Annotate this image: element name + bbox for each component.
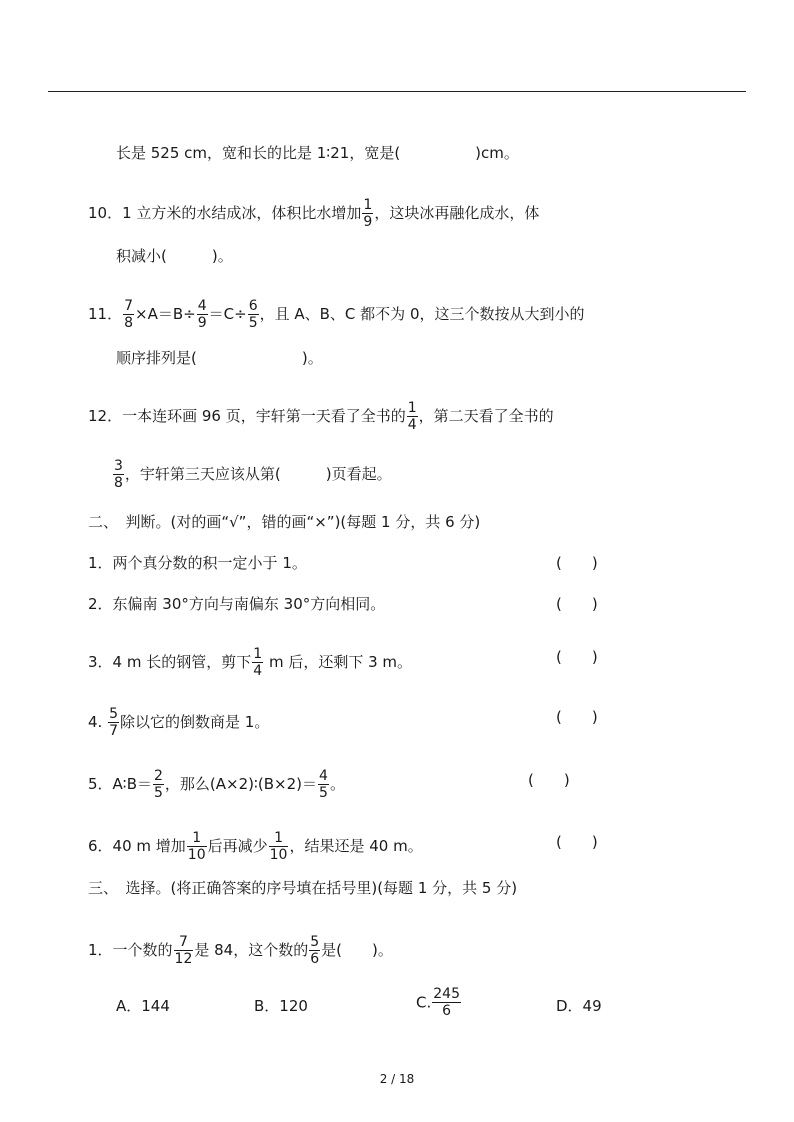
question-11-line-1: 11． $\frac{7}{8}$ ×A＝B÷ $\frac{4}{9}$ ＝C÷ $\frac{6}{5}$ ，且 A、B、C 都不为 0，这三个数按从大到小的 — [88, 298, 585, 331]
fraction-1-10: $\frac{1}{10}$ — [269, 830, 288, 863]
question-12-line-1: 12．一本连环画 96 页，宇轩第一天看了全书的 $\frac{1}{4}$ ，第二天看了全书的 — [88, 400, 554, 433]
fraction-1-9: $\frac{1}{9}$ — [363, 197, 373, 230]
option-c[interactable]: C. $\frac{245}{6}$ — [416, 986, 460, 1019]
fraction-245-6: $\frac{245}{6}$ — [433, 986, 460, 1019]
answer-bracket-1[interactable]: ( ) — [556, 554, 598, 572]
question-11-line-2: 顺序排列是( )。 — [116, 349, 323, 367]
question-10-line-2: 积减小( )。 — [116, 247, 233, 265]
fraction-1-4: $\frac{1}{4}$ — [407, 400, 417, 433]
fraction-3-8: $\frac{3}{8}$ — [114, 458, 123, 491]
option-a[interactable]: A．144 — [116, 997, 170, 1015]
judge-item-4: 4. $\frac{5}{7}$ 除以它的倒数商是 1。 — [88, 706, 270, 739]
answer-bracket-6[interactable]: ( ) — [556, 833, 598, 851]
choice-item-1: 1．一个数的 $\frac{7}{12}$ 是 84，这个数的 $\frac{5}{6}$ 是( )。 — [88, 934, 393, 967]
answer-bracket-5[interactable]: ( ) — [528, 771, 570, 789]
fraction-2-5: $\frac{2}{5}$ — [154, 768, 163, 801]
fraction-4-9: $\frac{4}{9}$ — [197, 298, 207, 331]
question-10-line-1: 10．1 立方米的水结成冰，体积比水增加 $\frac{1}{9}$ ，这块冰再融化成水，体 — [88, 197, 540, 230]
answer-bracket-4[interactable]: ( ) — [556, 708, 598, 726]
fraction-7-8: $\frac{7}{8}$ — [124, 298, 134, 331]
header-rule — [48, 91, 746, 92]
question-12-line-2: $\frac{3}{8}$ ，宇轩第三天应该从第( )页看起。 — [114, 458, 392, 491]
judge-item-6: 6．40 m 增加 $\frac{1}{10}$ 后再减少 $\frac{1}{10}$ ，结果还是 40 m。 — [88, 830, 423, 863]
judge-item-5: 5．A∶B＝ $\frac{2}{5}$ ，那么(A×2)∶(B×2)＝ $\frac{4}{5}$ 。 — [88, 768, 345, 801]
option-b[interactable]: B．120 — [254, 997, 308, 1015]
section-3-heading: 三、 选择。(将正确答案的序号填在括号里)(每题 1 分，共 5 分) — [88, 879, 518, 897]
fraction-1-4: $\frac{1}{4}$ — [253, 646, 263, 679]
fraction-4-5: $\frac{4}{5}$ — [319, 768, 328, 801]
fraction-5-7: $\frac{5}{7}$ — [109, 706, 119, 739]
fraction-1-10: $\frac{1}{10}$ — [187, 830, 206, 863]
fraction-5-6: $\frac{5}{6}$ — [310, 934, 320, 967]
judge-item-1: 1．两个真分数的积一定小于 1。 — [88, 554, 307, 572]
page-number: 2 / 18 — [379, 1072, 415, 1086]
option-d[interactable]: D．49 — [556, 997, 602, 1015]
section-2-heading: 二、 判断。(对的画“√”，错的画“×”)(每题 1 分，共 6 分) — [88, 513, 481, 531]
judge-item-2: 2．东偏南 30°方向与南偏东 30°方向相同。 — [88, 595, 386, 613]
judge-item-3: 3．4 m 长的钢管，剪下 $\frac{1}{4}$ m 后，还剩下 3 m。 — [88, 646, 413, 679]
answer-bracket-2[interactable]: ( ) — [556, 595, 598, 613]
fraction-6-5: $\frac{6}{5}$ — [248, 298, 258, 331]
fraction-7-12: $\frac{7}{12}$ — [174, 934, 193, 967]
continuation-line: 长是 525 cm，宽和长的比是 1∶21，宽是( )cm。 — [116, 144, 519, 162]
answer-bracket-3[interactable]: ( ) — [556, 648, 598, 666]
